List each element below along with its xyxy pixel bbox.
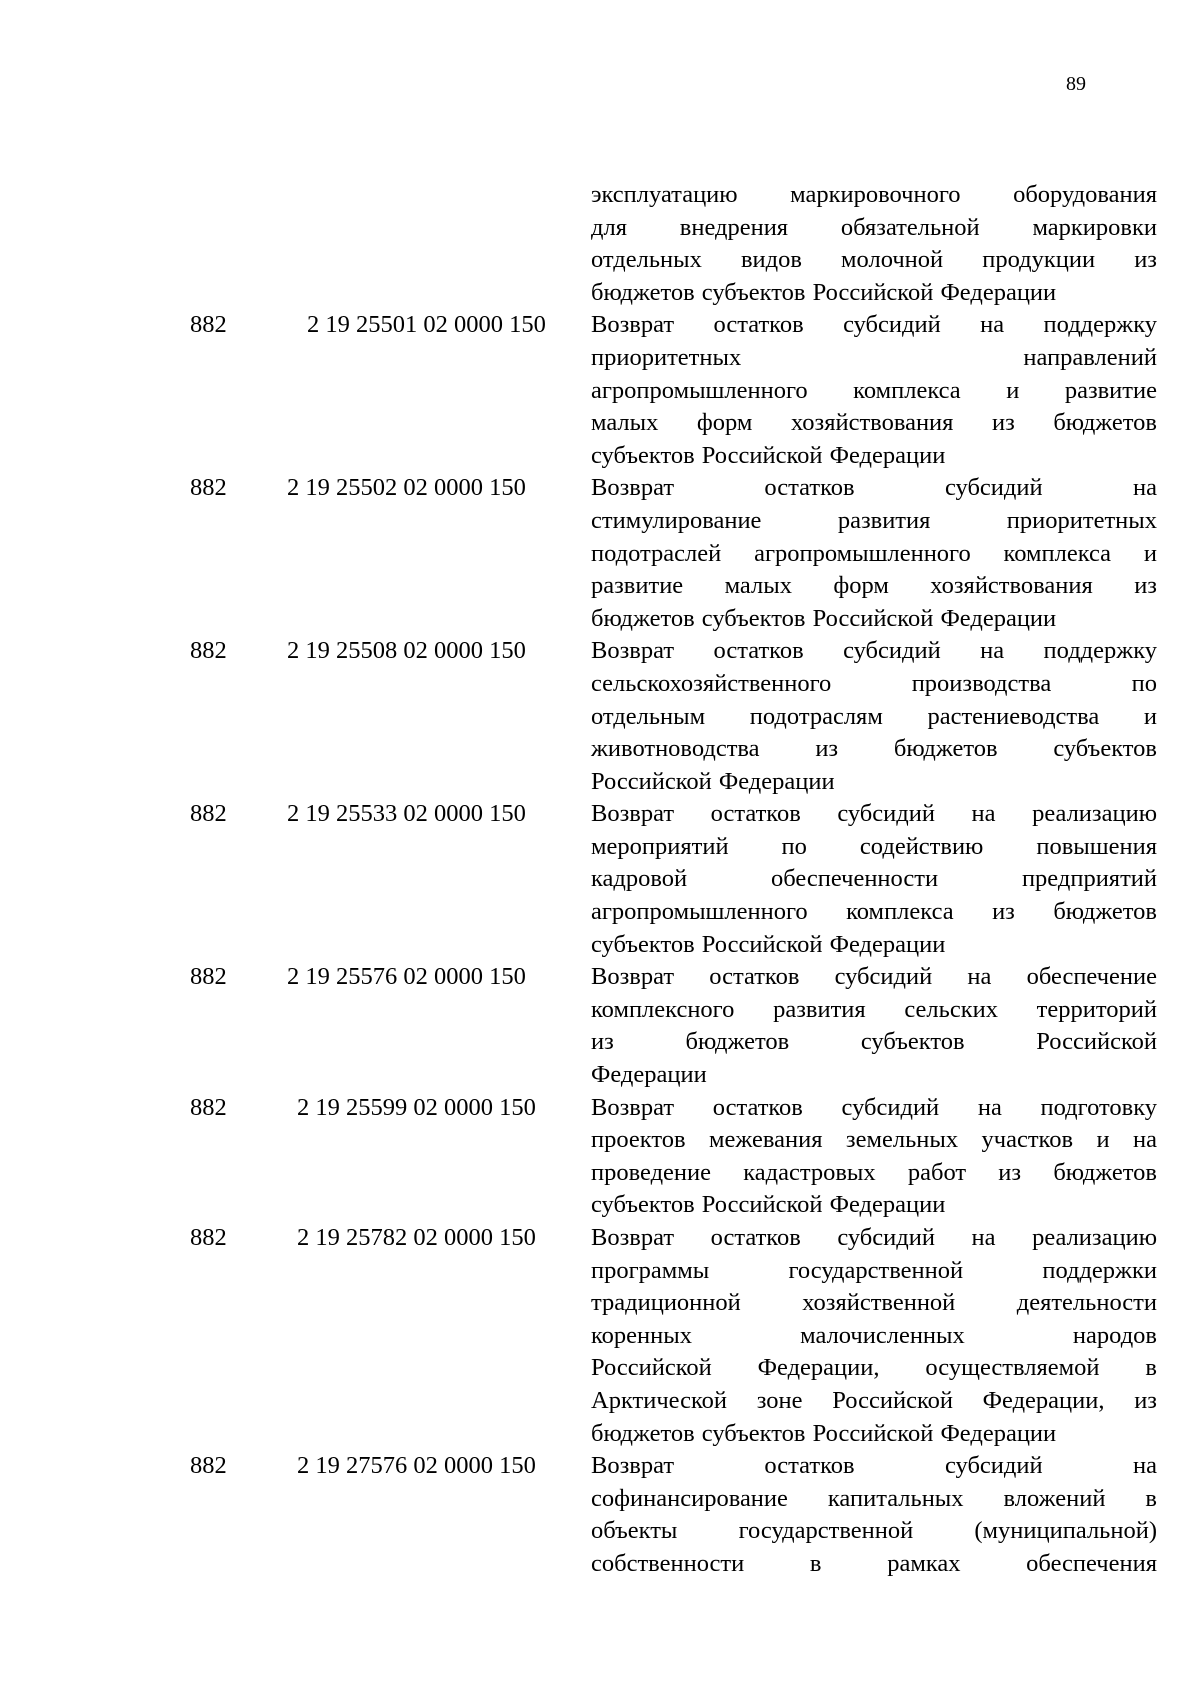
description-line: Возврат остатков субсидий на реализацию bbox=[591, 1224, 1157, 1251]
description-line: Возврат остатков субсидий на поддержку bbox=[591, 637, 1157, 665]
description-line: для внедрения обязательной маркировки bbox=[591, 213, 1157, 241]
admin-code: 882 bbox=[190, 474, 227, 502]
description-line: проектов межевания земельных участков и на bbox=[591, 1126, 1157, 1154]
budget-classification-code: 2 19 25599 02 0000 150 bbox=[297, 1093, 536, 1121]
description-line: субъектов Российской Федерации bbox=[591, 930, 946, 958]
description-line: Возврат остатков субсидий на реализацию bbox=[591, 800, 1157, 828]
row-description bbox=[591, 1222, 1157, 1450]
description-line: собственности в рамках обеспечения bbox=[591, 1549, 1157, 1577]
description-line: бюджетов субъектов Российской Федерации bbox=[591, 604, 1057, 632]
description-line: отдельных видов молочной продукции из bbox=[591, 246, 1157, 274]
row-description bbox=[591, 472, 1157, 635]
description-line: Возврат остатков субсидий на bbox=[591, 1452, 1157, 1480]
description-line: субъектов Российской Федерации bbox=[591, 441, 946, 469]
description-line: проведение кадастровых работ из бюджетов bbox=[591, 1158, 1157, 1186]
description-line: животноводства из бюджетов субъектов bbox=[591, 735, 1157, 763]
table-row bbox=[0, 961, 1200, 1091]
description-line: бюджетов субъектов Российской Федерации bbox=[591, 278, 1057, 306]
table-row bbox=[0, 472, 1200, 635]
row-description bbox=[591, 1092, 1157, 1222]
description-line: объекты государственной (муниципальной) bbox=[591, 1517, 1157, 1545]
budget-classification-code: 2 19 25576 02 0000 150 bbox=[287, 963, 526, 991]
row-description bbox=[591, 961, 1157, 1091]
row-description bbox=[591, 798, 1157, 961]
admin-code: 882 bbox=[190, 311, 227, 339]
description-line: софинансирование капитальных вложений в bbox=[591, 1484, 1157, 1512]
row-description bbox=[591, 309, 1157, 472]
budget-classification-code: 2 19 25501 02 0000 150 bbox=[307, 311, 546, 339]
description-line: Возврат остатков субсидий на bbox=[591, 474, 1157, 502]
description-line: Российской Федерации, осуществляемой в bbox=[591, 1354, 1157, 1382]
row-description bbox=[591, 179, 1157, 309]
table-row bbox=[0, 1222, 1200, 1450]
description-line: кадровой обеспеченности предприятий bbox=[591, 865, 1157, 893]
description-line: агропромышленного комплекса из бюджетов bbox=[591, 898, 1157, 926]
description-line: программы государственной поддержки bbox=[591, 1256, 1157, 1284]
description-line: мероприятий по содействию повышения bbox=[591, 832, 1157, 860]
description-line: коренных малочисленных народов bbox=[591, 1321, 1157, 1349]
budget-code-table bbox=[0, 179, 1200, 1581]
description-line: приоритетных направлений bbox=[591, 343, 1157, 371]
budget-classification-code: 2 19 27576 02 0000 150 bbox=[297, 1452, 536, 1480]
description-line: из бюджетов субъектов Российской bbox=[591, 1028, 1157, 1056]
description-line: Возврат остатков субсидий на поддержку bbox=[591, 311, 1157, 339]
description-line: Арктической зоне Российской Федерации, из bbox=[591, 1386, 1157, 1414]
page-number: 89 bbox=[1066, 73, 1086, 95]
admin-code: 882 bbox=[190, 800, 227, 828]
table-row bbox=[0, 309, 1200, 472]
row-description bbox=[591, 635, 1157, 798]
admin-code: 882 bbox=[190, 1093, 227, 1121]
budget-classification-code: 2 19 25508 02 0000 150 bbox=[287, 637, 526, 665]
row-description bbox=[591, 1450, 1157, 1580]
description-line: эксплуатацию маркировочного оборудования bbox=[591, 181, 1157, 208]
admin-code: 882 bbox=[190, 1452, 227, 1480]
description-line: Федерации bbox=[591, 1061, 707, 1089]
budget-classification-code: 2 19 25782 02 0000 150 bbox=[297, 1224, 536, 1251]
budget-classification-code: 2 19 25533 02 0000 150 bbox=[287, 800, 526, 828]
description-line: традиционной хозяйственной деятельности bbox=[591, 1289, 1157, 1317]
description-line: отдельным подотраслям растениеводства и bbox=[591, 702, 1157, 730]
budget-classification-code: 2 19 25502 02 0000 150 bbox=[287, 474, 526, 502]
admin-code: 882 bbox=[190, 1224, 227, 1251]
description-line: развитие малых форм хозяйствования из bbox=[591, 572, 1157, 600]
description-line: агропромышленного комплекса и развитие bbox=[591, 376, 1157, 404]
table-row bbox=[0, 179, 1200, 309]
description-line: субъектов Российской Федерации bbox=[591, 1191, 946, 1219]
admin-code: 882 bbox=[190, 963, 227, 991]
table-row bbox=[0, 635, 1200, 798]
description-line: Российской Федерации bbox=[591, 767, 835, 795]
description-line: комплексного развития сельских территорий bbox=[591, 995, 1157, 1023]
table-row bbox=[0, 798, 1200, 961]
description-line: бюджетов субъектов Российской Федерации bbox=[591, 1419, 1057, 1447]
admin-code: 882 bbox=[190, 637, 227, 665]
description-line: сельскохозяйственного производства по bbox=[591, 669, 1157, 697]
description-line: Возврат остатков субсидий на обеспечение bbox=[591, 963, 1157, 991]
table-row bbox=[0, 1450, 1200, 1580]
table-row bbox=[0, 1092, 1200, 1222]
description-line: стимулирование развития приоритетных bbox=[591, 506, 1157, 534]
description-line: Возврат остатков субсидий на подготовку bbox=[591, 1093, 1157, 1121]
description-line: малых форм хозяйствования из бюджетов bbox=[591, 409, 1157, 437]
description-line: подотраслей агропромышленного комплекса и bbox=[591, 539, 1157, 567]
